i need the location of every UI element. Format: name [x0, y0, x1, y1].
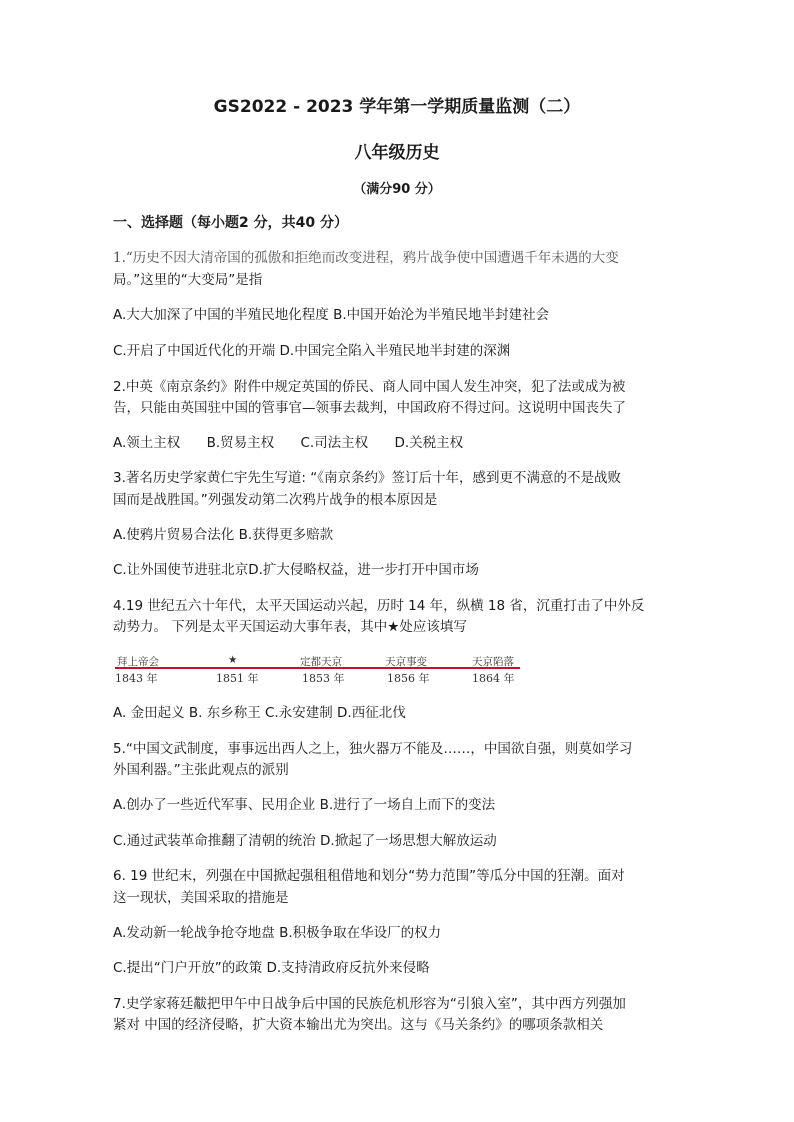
q6-options-1: A.发动新一轮战争抢夺地盘 B.积极争取在华设厂的权力	[113, 925, 442, 941]
q7-stem-line1: 7.史学家蒋廷黻把甲午中日战争后中国的民族危机形容为“引狼入室”，其中西方列强加	[113, 996, 626, 1012]
timeline-event-star: ★	[228, 654, 238, 666]
subject-title: 八年级历史	[354, 143, 440, 163]
q6-options-2: C.提出“门户开放”的政策 D.支持清政府反抗外来侵略	[113, 960, 430, 976]
timeline-year-5: 1864 年	[472, 672, 515, 685]
q6-stem-line2: 这一现状，美国采取的措施是	[113, 890, 289, 906]
q3-options-2: C.让外国使节进驻北京D.扩大侵略权益，进一步打开中国市场	[113, 562, 479, 578]
exam-title: GS2022 - 2023 学年第一学期质量监测（二）	[213, 97, 581, 117]
q7-stem-line2: 紧对 中国的经济侵略，扩大资本输出尤为突出。这与《马关条约》的哪项条款相关	[113, 1017, 604, 1033]
q1-options-1: A.大大加深了中国的半殖民地化程度 B.中国开始沦为半殖民地半封建社会	[113, 307, 550, 323]
timeline-event-3: 定都天京	[300, 656, 342, 668]
timeline-event-4: 天京事变	[385, 656, 427, 668]
q2-option-a: A.领土主权	[113, 435, 181, 451]
q4-options: A. 金田起义 B. 东乡称王 C.永安建制 D.西征北伐	[113, 705, 406, 721]
q2-stem-line1: 2.中英《南京条约》附件中规定英国的侨民、商人同中国人发生冲突，犯了法或成为被	[113, 379, 626, 395]
q5-options-2: C.通过武装革命推翻了清朝的统治 D.掀起了一场思想大解放运动	[113, 833, 497, 849]
timeline-year-4: 1856 年	[387, 672, 430, 685]
q2-option-c: C.司法主权	[300, 435, 369, 451]
q3-stem-line2: 国而是战胜国。”列强发动第二次鸦片战争的根本原因是	[113, 492, 438, 508]
q2-stem-line2: 告，只能由英国驻中国的管事官—领事去裁判，中国政府不得过问。这说明中国丧失了	[113, 400, 626, 416]
q3-options-1: A.使鸦片贸易合法化 B.获得更多赔款	[113, 527, 334, 543]
section-heading: 一、选择题（每小题2 分，共40 分）	[113, 215, 348, 231]
q6-stem-line1: 6. 19 世纪末，列强在中国掀起强租租借地和划分“势力范围”等瓜分中国的狂潮。面对	[113, 868, 625, 884]
timeline-event-1: 拜上帝会	[117, 656, 159, 668]
timeline-event-5: 天京陷落	[472, 656, 514, 668]
q2-option-b: B.贸易主权	[206, 435, 275, 451]
timeline-year-3: 1853 年	[302, 672, 345, 685]
q5-stem-line2: 外国利器。”主张此观点的派别	[113, 762, 289, 778]
q1-stem-line1	[113, 249, 693, 267]
q3-stem-line1: 3.著名历史学家黄仁宇先生写道: “《南京条约》签订后十年，感到更不满意的不是战败	[113, 470, 621, 486]
q5-stem-line1: 5.“中国文武制度，事事远出西人之上，独火器万不能及……，中国欲自强，则莫如学习	[113, 741, 633, 757]
full-score: （满分90 分）	[353, 182, 441, 197]
timeline-year-2: 1851 年	[216, 672, 259, 685]
q1-options-2: C.开启了中国近代化的开端 D.中国完全陷入半殖民地半封建的深渊	[113, 343, 511, 359]
q4-stem-line1: 4.19 世纪五六十年代，太平天国运动兴起，历时 14 年，纵横 18 省，沉重打击了中外反	[113, 598, 645, 614]
q2-option-d: D.关税主权	[394, 435, 464, 451]
q1-stem-line2: 局。”这里的“大变局”是指	[113, 272, 263, 288]
timeline-year-1: 1843 年	[115, 672, 158, 685]
q2-options	[113, 434, 693, 452]
q1-text: 1.“历史不因大清帝国的孤傲和拒绝而改变进程，鸦片战争使中国遭遇千年未遇的大变	[113, 250, 619, 266]
q4-stem-line2: 动势力。 下列是太平天国运动大事年表，其中★处应该填写	[113, 619, 467, 635]
q5-options-1: A.创办了一些近代军事、民用企业 B.进行了一场自上而下的变法	[113, 797, 496, 813]
taiping-timeline	[115, 654, 525, 688]
